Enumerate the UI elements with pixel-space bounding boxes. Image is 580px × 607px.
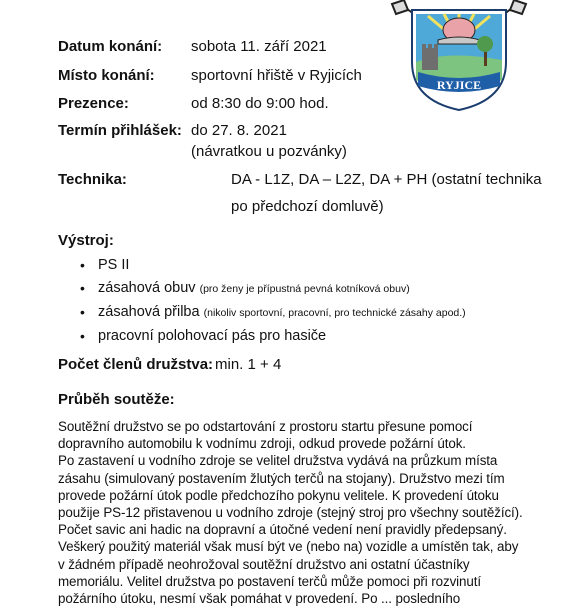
gear-heading: Výstroj: [58,232,114,249]
deadline-label: Termín přihlášek: [58,122,182,139]
gear-item: • pracovní polohovací pás pro hasiče [76,325,466,348]
text-line: Soutěžní družstvo se po odstartování z prostoru startu přesune pomocí [58,419,473,434]
text-line: Počet savic ani hadic na dopravní a útočné vedení není pravidly předepsaný. [58,522,507,538]
gear-list [76,254,466,348]
emblem-text: RYJICE [436,78,482,92]
text-line: provede požární útok podle předchozího pokynu velitele. K provedení útoku [58,487,499,503]
gear-item: • zásahová obuv (pro ženy je přípustná pevná kotníková obuv) [76,277,466,301]
text-line: Veškerý použitý materiál však musí být ve (nebo na) vozidle a umístěn tak, aby [58,539,519,555]
gear-item: • zásahová přilba (nikoliv sportovní, pracovní, pro technické zásahy apod.) [76,301,466,325]
text-line: memoriálu. Velitel družstva po postavení terčů může pomoci při rozvinutí [58,573,481,589]
deadline-value: do 27. 8. 2021 [191,122,287,139]
registration-value: od 8:30 do 9:00 hod. [191,95,329,112]
text-line: dopravního automobilu k vodnímu zdroji, odkud provede požární útok. [58,436,466,452]
competition-course-heading: Průběh soutěže: [58,391,175,408]
technika-value-line2: po předchozí domluvě) [231,198,384,215]
competition-course-text [58,418,532,607]
date-label: Datum konání: [58,38,163,55]
technika-value-line1: DA - L1Z, DA – L2Z, DA + PH (ostatní technika [231,171,542,188]
technika-label: Technika: [58,171,127,188]
text-line: požárního útoku, nesmí však pomáhat v provedení. Po ... posledního [58,591,461,607]
team-size-value: min. 1 + 4 [215,356,282,373]
deadline-note: (návratkou u pozvánky) [191,143,347,160]
castle-icon [422,44,438,70]
place-value: sportovní hřiště v Ryjicích [191,67,362,84]
registration-label: Prezence: [58,95,129,112]
municipal-emblem [388,0,530,112]
place-label: Místo konání: [58,67,155,84]
text-line: zásahu (simulovaný postavením žlutých terčů na stojany). Družstvo mezi tím [58,470,505,486]
date-value: sobota 11. září 2021 [191,38,327,55]
text-line: Po zastavení u vodního zdroje se velitel družstva vydává na průzkum místa [58,453,498,469]
text-line: použije PS-12 přistavenou u vodního zdroje (stejný stroj pro všechny soutěžící). [58,505,523,521]
gear-item: • PS II [76,254,466,277]
team-size-label: Počet členů družstva: [58,356,214,373]
text-line: v žádném případě neohrožoval soutěžní družstvo ani ostatní účastníky [58,556,470,572]
